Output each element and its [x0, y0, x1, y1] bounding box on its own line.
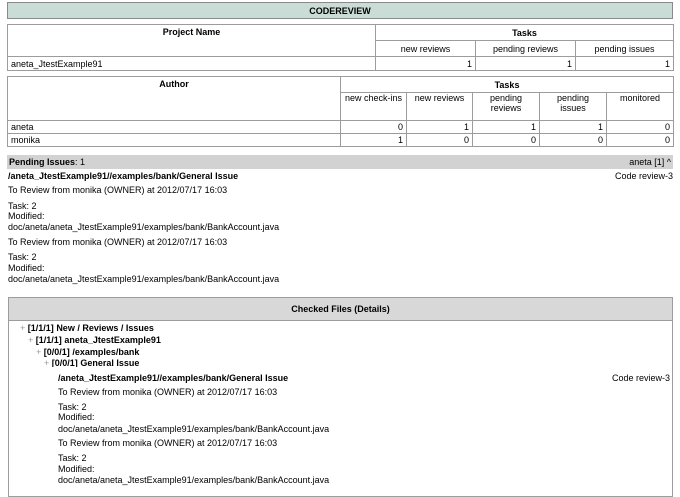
tree-node[interactable]: + [1/1/1] aneta_JtestExample91 [28, 335, 161, 345]
col-pending-reviews: pending reviews [473, 93, 540, 121]
issue-tag: Code review-3 [614, 171, 673, 181]
modified-line: Modified: [8, 211, 45, 221]
col-pending-reviews: pending reviews [476, 41, 576, 57]
expand-icon[interactable]: + [44, 358, 50, 367]
col-new-reviews: new reviews [407, 93, 473, 121]
page-title: CODEREVIEW [7, 2, 673, 19]
col-monitored: monitored [607, 93, 674, 121]
expand-icon[interactable]: + [20, 323, 26, 333]
value-cell[interactable]: 0 [341, 121, 407, 134]
file-link[interactable]: doc/aneta/aneta_JtestExample91/examples/bank/BankAccount.java [58, 424, 330, 434]
tree-node[interactable]: + [0/0/1] General Issue [44, 358, 140, 367]
review-line: To Review from monika (OWNER) at 2012/07/17 16:03 [8, 185, 228, 195]
task-line: Task: 2 [8, 252, 37, 262]
col-pending-issues: pending issues [576, 41, 674, 57]
expand-icon[interactable]: + [28, 335, 34, 345]
value-cell[interactable]: 0 [540, 134, 607, 147]
file-link[interactable]: doc/aneta/aneta_JtestExample91/examples/bank/BankAccount.java [8, 222, 280, 232]
issue-title[interactable]: /aneta_JtestExample91//examples/bank/General Issue [58, 373, 289, 383]
checked-files-header: Checked Files (Details) [8, 297, 673, 321]
col-pending-issues: pending issues [540, 93, 607, 121]
task-line: Task: 2 [58, 402, 87, 412]
pending-issues-bar [7, 155, 673, 169]
modified-line: Modified: [58, 464, 95, 474]
review-line: To Review from monika (OWNER) at 2012/07/17 16:03 [8, 237, 228, 247]
issue-tag: Code review-3 [611, 373, 670, 383]
col-project-name: Project Name [8, 25, 376, 57]
file-link[interactable]: doc/aneta/aneta_JtestExample91/examples/bank/BankAccount.java [8, 274, 280, 284]
review-line: To Review from monika (OWNER) at 2012/07/17 16:03 [58, 387, 278, 397]
review-line: To Review from monika (OWNER) at 2012/07/17 16:03 [58, 438, 278, 448]
modified-line: Modified: [8, 263, 45, 273]
task-line: Task: 2 [8, 201, 37, 211]
tree-node[interactable]: + [0/0/1] /examples/bank [36, 347, 140, 357]
project-name-cell[interactable]: aneta_JtestExample91 [8, 57, 376, 71]
value-cell[interactable]: 1 [576, 57, 674, 71]
table-row [8, 121, 674, 134]
issue-title[interactable]: /aneta_JtestExample91//examples/bank/General Issue [8, 171, 239, 181]
pending-issues-author-toggle[interactable]: aneta [1] ^ [629, 157, 671, 167]
value-cell[interactable]: 0 [407, 134, 473, 147]
modified-line: Modified: [58, 412, 95, 422]
file-link[interactable]: doc/aneta/aneta_JtestExample91/examples/bank/BankAccount.java [58, 475, 330, 485]
col-new-reviews: new reviews [376, 41, 476, 57]
value-cell[interactable]: 1 [407, 121, 473, 134]
value-cell[interactable]: 1 [476, 57, 576, 71]
value-cell[interactable]: 1 [540, 121, 607, 134]
projects-table [7, 24, 674, 71]
tree-node[interactable]: + [1/1/1] New / Reviews / Issues [20, 323, 154, 333]
col-tasks: Tasks [341, 77, 674, 93]
author-name-cell[interactable]: aneta [8, 121, 341, 134]
col-tasks: Tasks [376, 25, 674, 41]
col-new-check-ins: new check-ins [341, 93, 407, 121]
table-row [8, 57, 674, 71]
value-cell[interactable]: 0 [607, 121, 674, 134]
value-cell[interactable]: 0 [607, 134, 674, 147]
value-cell[interactable]: 1 [376, 57, 476, 71]
value-cell[interactable]: 1 [473, 121, 540, 134]
value-cell[interactable]: 0 [473, 134, 540, 147]
pending-issues-count: : 1 [75, 157, 86, 167]
value-cell[interactable]: 1 [341, 134, 407, 147]
task-line: Task: 2 [58, 453, 87, 463]
authors-table [7, 76, 674, 147]
author-name-cell[interactable]: monika [8, 134, 341, 147]
table-row [8, 134, 674, 147]
col-author: Author [8, 77, 341, 121]
expand-icon[interactable]: + [36, 347, 42, 357]
pending-issues-label: Pending Issues [9, 157, 76, 167]
